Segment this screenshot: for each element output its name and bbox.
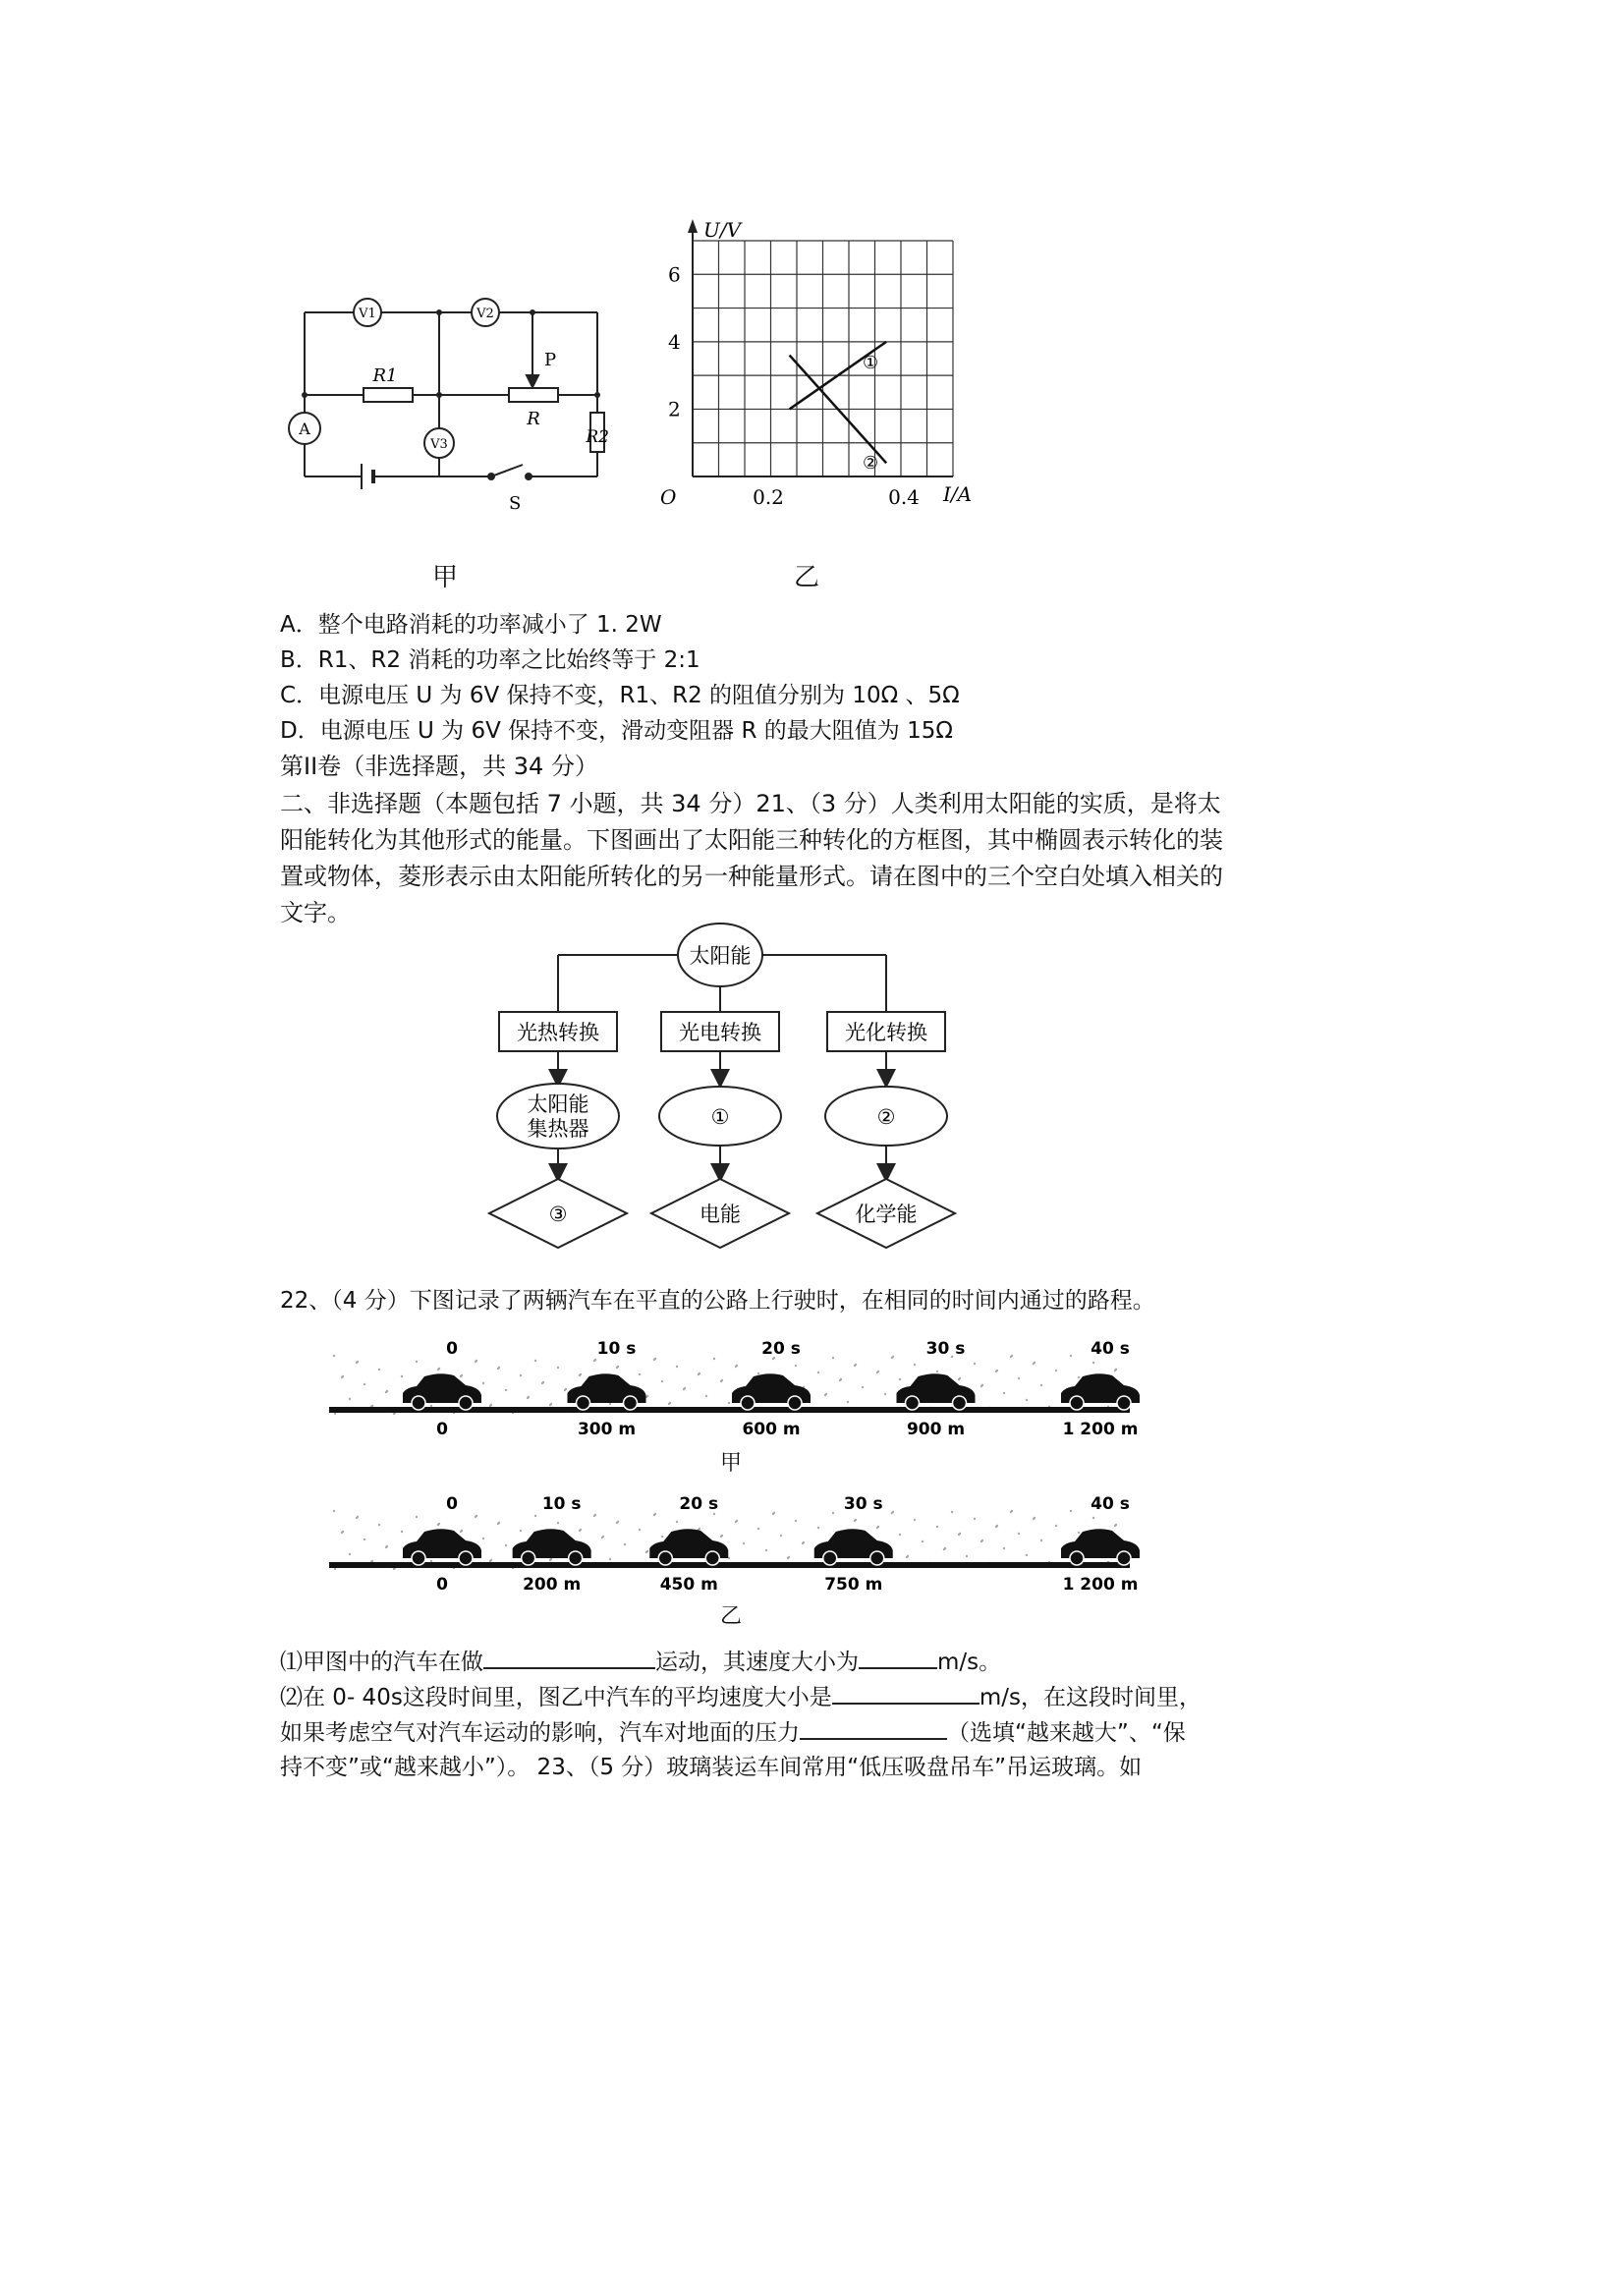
road-texture (357, 1516, 359, 1518)
road-texture (959, 1533, 961, 1535)
car-icon (814, 1529, 893, 1565)
road2-caption: 乙 (720, 1604, 743, 1629)
road-texture (743, 1542, 745, 1544)
road-texture (371, 1560, 373, 1562)
road-texture (736, 1365, 738, 1367)
car-icon (568, 1373, 646, 1410)
road-texture (676, 1521, 678, 1523)
q22-sub2 (280, 1681, 1202, 1713)
road-texture (401, 1375, 403, 1377)
time-label: 0 (446, 1494, 458, 1514)
road-texture (817, 1372, 819, 1373)
road-texture (832, 1512, 834, 1514)
graph-grid (693, 241, 953, 476)
option-b: B．R1、R2 消耗的功率之比始终等于 2:1 (280, 647, 700, 673)
road-texture (482, 1382, 484, 1384)
road-texture (371, 1405, 373, 1407)
line2-label: ② (863, 453, 879, 474)
road-texture (654, 1513, 656, 1515)
distance-label: 0 (436, 1420, 448, 1439)
option-c: C．电源电压 U 为 6V 保持不变，R1、R2 的阻值分别为 10Ω 、5Ω (280, 683, 960, 708)
road-texture (981, 1384, 983, 1386)
road-texture (765, 1549, 767, 1551)
road-texture (825, 1393, 827, 1395)
car-icon (649, 1529, 728, 1565)
q22-sub2-a: ⑵在 0- 40s这段时间里，图乙中汽车的平均速度大小是 (280, 1685, 832, 1710)
car-icon (897, 1373, 976, 1410)
road-texture (959, 1377, 961, 1379)
road-texture (334, 1568, 336, 1570)
road-texture (914, 1519, 916, 1521)
road-texture (944, 1547, 946, 1549)
road-texture (654, 1358, 656, 1360)
road-texture (728, 1402, 730, 1404)
road1-caption: 甲 (720, 1451, 743, 1476)
option-d: D．电源电压 U 为 6V 保持不变，滑动变阻器 R 的最大阻值为 15Ω (280, 718, 953, 744)
box3-label: 光化转换 (845, 1021, 927, 1044)
road-texture (609, 1558, 611, 1560)
diamond3-label: 化学能 (855, 1203, 918, 1226)
road-texture (594, 1359, 596, 1361)
r-label: R (527, 409, 540, 429)
q22-sub2-line2 (280, 1716, 1186, 1749)
road-texture (1003, 1392, 1005, 1394)
q22-sub2-b: m/s，在这段时间里， (979, 1685, 1202, 1710)
distance-label: 900 m (906, 1420, 966, 1439)
road-texture (1018, 1377, 1020, 1379)
road-texture (847, 1401, 849, 1403)
road-texture (1070, 1355, 1072, 1357)
time-label: 20 s (679, 1494, 719, 1514)
v2-label: V2 (476, 307, 494, 321)
road-texture (892, 1511, 894, 1513)
road-texture (646, 1550, 648, 1552)
road-texture (505, 1389, 507, 1391)
road-texture (386, 1390, 388, 1392)
time-label: 30 s (925, 1339, 966, 1359)
road-texture (1078, 1376, 1080, 1378)
ellipse1-line2: 集热器 (527, 1117, 589, 1141)
road-texture (534, 1360, 536, 1362)
road-texture (1078, 1532, 1080, 1534)
road-texture (565, 1388, 567, 1390)
distance-label: 750 m (824, 1575, 883, 1595)
road-texture (349, 1553, 351, 1555)
road-texture (498, 1522, 500, 1524)
q22-sub2-c: 如果考虑空气对汽车运动的影响，汽车对地面的压力 (280, 1720, 800, 1746)
road-texture (498, 1367, 500, 1369)
road-texture (907, 1555, 909, 1557)
distance-label: 300 m (577, 1420, 637, 1439)
road-texture (713, 1358, 715, 1360)
road-texture (974, 1518, 976, 1520)
road-texture (520, 1374, 522, 1376)
road-texture (795, 1365, 797, 1367)
road-texture (1026, 1399, 1028, 1401)
road-texture (364, 1539, 365, 1540)
y-tick: 2 (668, 397, 681, 421)
road-texture (438, 1523, 440, 1525)
r1-label: R1 (372, 365, 398, 386)
road-texture (602, 1536, 604, 1538)
road-texture (1055, 1370, 1057, 1372)
road-texture (996, 1525, 998, 1527)
q22-sub1-b: 运动，其速度大小为 (655, 1650, 859, 1675)
road-texture (757, 1528, 759, 1530)
road-texture (795, 1520, 797, 1522)
switch-label: S (509, 493, 522, 514)
road-texture (1040, 1384, 1042, 1386)
road-texture (855, 1364, 857, 1366)
v3-label: V3 (430, 437, 448, 452)
road-texture (430, 1405, 432, 1407)
blank-pressure[interactable] (800, 1716, 947, 1740)
road-texture (482, 1538, 484, 1540)
road-texture (461, 1374, 463, 1376)
road-line (329, 1407, 1130, 1413)
road-texture (349, 1398, 351, 1400)
solar-flowchart (481, 914, 973, 1253)
road-texture (557, 1522, 559, 1524)
road-texture (788, 1556, 790, 1558)
distance-label: 1 200 m (1062, 1575, 1139, 1595)
q22-sub1-c: m/s。 (937, 1650, 1002, 1675)
blank-speed-jia[interactable] (859, 1646, 937, 1669)
section2-heading: 第II卷（非选择题，共 34 分） (280, 753, 598, 780)
y-tick: 4 (668, 329, 681, 354)
distance-label: 1 200 m (1062, 1420, 1139, 1439)
road-texture (639, 1529, 641, 1531)
x-axis-label: I/A (943, 482, 973, 506)
road-texture (1034, 1517, 1035, 1519)
road-texture (936, 1371, 938, 1372)
road-texture (520, 1530, 522, 1532)
road-texture (721, 1535, 723, 1537)
q22-sub1-a: ⑴甲图中的汽车在做 (280, 1650, 483, 1675)
line1-label: ① (863, 353, 879, 373)
road-texture (333, 1355, 335, 1357)
distance-label: 600 m (742, 1420, 801, 1439)
road-texture (966, 1555, 968, 1557)
road-texture (661, 1536, 663, 1538)
road-texture (378, 1369, 380, 1371)
road-texture (699, 1372, 700, 1374)
road-texture (1026, 1554, 1028, 1556)
car-icon (1061, 1529, 1140, 1565)
road-texture (364, 1383, 365, 1385)
road-texture (1040, 1540, 1042, 1541)
road-texture (416, 1361, 418, 1363)
road-texture (557, 1367, 559, 1369)
road-texture (899, 1378, 901, 1380)
road-texture (996, 1370, 998, 1372)
road-texture (476, 1515, 477, 1517)
road-texture (342, 1375, 344, 1377)
distance-label: 200 m (523, 1575, 582, 1595)
road-texture (416, 1516, 418, 1518)
road-texture (333, 1510, 335, 1512)
top-label: 太阳能 (689, 944, 752, 968)
road-texture (1092, 1362, 1094, 1364)
road-texture (476, 1360, 477, 1362)
box2-label: 光电转换 (679, 1021, 761, 1044)
y-tick: 6 (668, 262, 681, 287)
road-texture (1055, 1525, 1057, 1527)
road-texture (646, 1395, 648, 1397)
road-texture (580, 1529, 582, 1531)
x-tick: 0.2 (753, 485, 784, 509)
time-label: 0 (446, 1339, 458, 1359)
road-texture (550, 1403, 552, 1405)
road-texture (617, 1521, 619, 1523)
ui-graph (658, 211, 1012, 516)
road-texture (832, 1357, 834, 1359)
road-texture (676, 1366, 678, 1368)
diamond2-label: 电能 (700, 1203, 741, 1226)
road-texture (550, 1558, 552, 1560)
road-texture (461, 1530, 463, 1532)
ellipse3-label: ② (876, 1105, 896, 1129)
road-texture (430, 1560, 432, 1562)
ellipse2-label: ① (710, 1105, 730, 1129)
v1-label: V1 (359, 307, 376, 321)
road-texture (1092, 1517, 1094, 1519)
option-a: A．整个电路消耗的功率减小了 1. 2W (280, 612, 662, 638)
road-texture (505, 1544, 507, 1546)
q21-text: 二、非选择题（本题包括 7 小题，共 34 分）21、（3 分）人类利用太阳能的实质，是将太阳能转化为其他形式的能量。下图画出了太阳能三种转化的方框图，其中椭圆表示转化的装置或物体，菱形表示由太阳能所转化的另一种能量形式。请在图中的三个空白处填入相关的文字。 (280, 790, 1223, 926)
x-tick: 0.4 (888, 485, 920, 509)
p-label: P (544, 350, 557, 370)
road-texture (342, 1531, 344, 1533)
distance-label: 0 (436, 1575, 448, 1595)
q22-sub2-e: 持不变”或“越来越小”）。 23、（5 分）玻璃装运车间常用“低压吸盘吊车”吊运玻璃。如 (280, 1755, 1143, 1780)
car-icon (732, 1373, 811, 1410)
r2-label: R2 (586, 427, 609, 447)
circuit-caption: 甲 (432, 563, 459, 592)
road-texture (803, 1541, 805, 1543)
road-texture (951, 1511, 953, 1513)
road-texture (981, 1540, 983, 1541)
road-texture (855, 1519, 857, 1521)
road-texture (699, 1528, 700, 1530)
road-texture (780, 1535, 782, 1537)
road-texture (490, 1404, 492, 1406)
road-texture (624, 1543, 626, 1545)
car-icon (403, 1373, 481, 1410)
road-texture (1115, 1369, 1117, 1371)
road-texture (490, 1559, 492, 1561)
road-texture (936, 1526, 938, 1528)
ellipse1-line1: 太阳能 (527, 1092, 589, 1116)
road-texture (378, 1524, 380, 1526)
road-texture (1018, 1533, 1020, 1535)
road-texture (639, 1373, 641, 1375)
road-texture (1115, 1524, 1117, 1526)
road-texture (892, 1356, 894, 1358)
road-texture (334, 1413, 336, 1415)
road-texture (914, 1364, 916, 1366)
blank-avg-speed-yi[interactable] (832, 1681, 979, 1705)
time-label: 40 s (1091, 1494, 1130, 1514)
road-texture (862, 1386, 864, 1388)
road-texture (661, 1380, 663, 1382)
road-texture (877, 1526, 879, 1528)
diamond1-label: ③ (548, 1203, 568, 1226)
road-texture (1011, 1355, 1013, 1357)
road-texture (1003, 1547, 1005, 1549)
road-texture (669, 1402, 671, 1404)
road-texture (617, 1366, 619, 1368)
circuit-diagram (275, 285, 609, 526)
origin-label: O (660, 485, 677, 509)
road-texture (528, 1396, 530, 1398)
y-axis-label: U/V (703, 218, 742, 242)
road-texture (817, 1527, 819, 1529)
road-texture (974, 1363, 976, 1365)
road-texture (877, 1371, 879, 1372)
road-texture (594, 1514, 596, 1516)
road-texture (922, 1540, 923, 1542)
q22-sub2-d: （选填“越来越大”、“保 (947, 1720, 1186, 1746)
road-texture (580, 1373, 582, 1375)
road-figure-jia (324, 1336, 1140, 1444)
graph-caption: 乙 (794, 563, 820, 592)
time-label: 30 s (843, 1494, 883, 1514)
car-icon (403, 1529, 481, 1565)
time-label: 40 s (1091, 1339, 1130, 1359)
road-texture (899, 1534, 901, 1536)
distance-label: 450 m (659, 1575, 718, 1595)
road-texture (884, 1393, 886, 1395)
road-figure-yi (324, 1491, 1140, 1599)
road-texture (773, 1512, 775, 1514)
road-texture (357, 1361, 359, 1363)
road-texture (1034, 1362, 1035, 1364)
box1-label: 光热转换 (517, 1021, 599, 1044)
time-label: 10 s (541, 1494, 582, 1514)
road-texture (534, 1515, 536, 1517)
road-texture (401, 1531, 403, 1533)
q22-sub1 (280, 1646, 1001, 1678)
road-texture (438, 1368, 440, 1370)
time-label: 10 s (596, 1339, 637, 1359)
blank-motion-type[interactable] (483, 1646, 655, 1669)
road-texture (1070, 1510, 1072, 1512)
road-texture (684, 1387, 686, 1389)
car-icon (1061, 1373, 1140, 1410)
road-texture (757, 1372, 759, 1374)
time-label: 20 s (761, 1339, 801, 1359)
road-texture (609, 1403, 611, 1405)
road-texture (705, 1395, 707, 1397)
road-texture (542, 1381, 544, 1383)
road-texture (721, 1379, 723, 1381)
road-line (329, 1562, 1130, 1568)
road-texture (736, 1520, 738, 1522)
road-texture (386, 1545, 388, 1547)
road-texture (840, 1378, 842, 1380)
road-texture (1011, 1510, 1013, 1512)
q22-intro: 22、（4 分）下图记录了两辆汽车在平直的公路上行驶时，在相同的时间内通过的路程。 (280, 1288, 1155, 1314)
ammeter-label: A (299, 420, 310, 438)
